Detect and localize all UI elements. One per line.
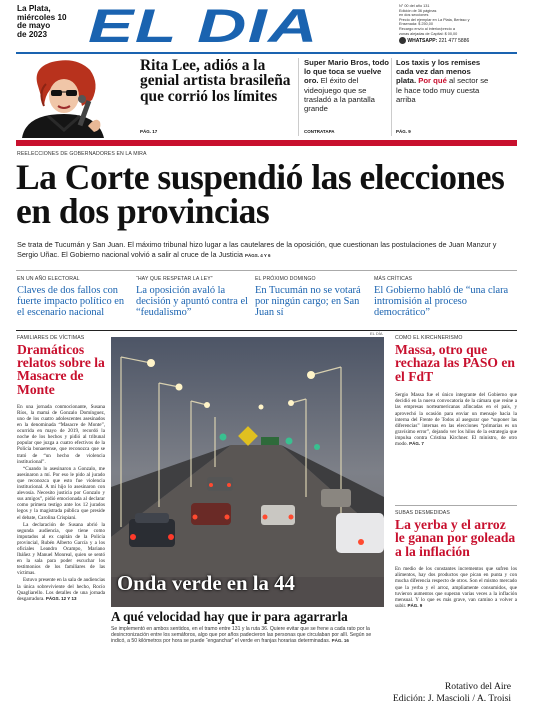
photo-caption-text: Se implementó en ambos sentidos, en el tramo entre 131 y la ruta 36. Quiere evitar que se frene a cada rato por la desincronización entre los semáforos, algo que por años padecieron las personas que circulaban por allí. Según se indicó, a 50 kilómetros por hora se puede “enganchar” el verde en franjas horarias determinadas. (111, 626, 372, 645)
teaser-rita-page: PÁG. 17 (140, 129, 158, 134)
right2-page: PÁG. 9 (407, 602, 423, 608)
logo: EL DIA (88, 4, 319, 48)
teaser-taxis-red: Por qué (418, 76, 447, 86)
left-body-4 (17, 577, 105, 601)
related-2 (136, 276, 251, 319)
left-body-2: “Cuando lo asesinaron a Gonzalo, me asesinaron a mí. Por eso le pido al jurado que reconozca que esto fue violencia institucional. A mí hijo lo asesinaron con alevosía. Necesito justicia por Gonzalo y sus amigos”, pidió emocionada al declarar como primera testigo ante los 12 jurados legos y la magistrada pública que preside el debate, Carolina Crispiani. (17, 465, 105, 521)
photo-page: PÁG. 16 (331, 638, 349, 644)
left-page: PÁGS. 12 Y 13 (45, 595, 77, 601)
related-3-text: En Tucumán no se votará por ningún cargo; en San Juan sí (255, 285, 361, 319)
photo-overlay-title: Onda verde en la 44 (117, 572, 295, 595)
related-2-text: La oposición avaló la decisión y apuntó contra el “feudalismo” (136, 285, 248, 319)
left-body-3: La declaración de Susana abrió la segunda audiencia, que tiene como imputados al ex capitán de la Policía provincial, Rubén Alberto García y a los oficiales Leandro Ocampo, Mariano Ibáñez y Manuel Monreal, quien se sentó en la sala para poder escuchar los testimonios de los familiares de las víctimas. (17, 521, 105, 577)
teaser-taxis-bold: Los taxis y los remises cada vez dan menos plata. (396, 58, 481, 86)
related-top-rule (16, 270, 517, 271)
rita-lee-photo (18, 56, 138, 138)
teaser-mario-page: CONTRATAPA (304, 129, 335, 134)
teaser-mario-rest: El éxito del videojuego que se trasladó a la pantalla grande (304, 76, 375, 114)
teaser-taxis-page: PÁG. 9 (396, 129, 411, 134)
right1-kicker: COMO EL KIRCHNERISMO (395, 335, 463, 341)
left-kicker: FAMILIARES DE VÍCTIMAS (17, 335, 85, 341)
right1-body (395, 392, 517, 447)
lead-deck (17, 240, 517, 260)
lead-page: PÁGS. 4 Y 6 (244, 252, 271, 258)
masthead-info: N° 00 del año 131 Edición de 36 páginas en dos secciones Precio del ejemplar en La Plata, Berisso y Ensenada: $ 250,00 Recargo envío al interior/precio a zonas alejadas de Capital: $ 00,00 (399, 4, 470, 36)
whatsapp-label: WHATSAPP: (407, 38, 438, 44)
teaser-rita-headline: Rita Lee, adiós a la genial artista brasileña que corrió los límites (140, 57, 291, 105)
lead-deck-text: Se trata de Tucumán y San Juan. El máximo tribunal hizo lugar a las cautelares de la oposición, que cuestionan las postulaciones de Juan Manzur y Sergio Uñac. El Gobierno nacional volvió a salir al cruce de la Justicia (17, 240, 497, 259)
credits (393, 681, 511, 705)
masthead-rule (16, 52, 517, 54)
left-headline: Dramáticos relatos sobre la Masacre de Monte (17, 342, 105, 397)
teaser-taxis-rest: al sector se le hace todo muy cuesta arriba (396, 76, 489, 104)
teaser-divider-1 (298, 58, 299, 136)
related-2-kicker: “HAY QUE RESPETAR LA LEY” (136, 276, 213, 282)
right1-body-text: Sergio Massa fue el único integrante del Gobierno que decidió en la nueva convocatoria de la cámara que reúne a las empresas norteamericanas afincadas en el país, y aprovechó la ocasión para enviar un mensaje hacia la interna del Frente de Todos al asegurar que “suponer las diferencias” internas en las elecciones “primarias es un gravísimo error”, dejando ver los hilos de la estrategia que impulsa contra Cristina Kirchner. El ministro, de otro modo. (395, 392, 517, 447)
photo-credit: EL DÍA (370, 331, 383, 336)
right2-body-text: En medio de los constantes incrementos que sufren los alimentos, hay dos productos que pican en punta y con mucha diferencia respecto de otros. Son el mismo mercado que la yerba y el arroz, ampliamente consumidos, que tuvieron aumentos que superan varias veces a la inflación mensual. Y lo que es más grave, van camino a volver a subir. (395, 566, 517, 609)
related-1 (17, 276, 132, 319)
related-4-kicker: MÁS CRÍTICAS (374, 276, 413, 282)
teaser-divider-2 (391, 58, 392, 136)
related-1-text: Claves de dos fallos con fuerte impacto político en el escenario nacional (17, 285, 125, 319)
photo-headline: A qué velocidad hay que ir para agarrarla (111, 609, 348, 624)
left-story (17, 335, 105, 602)
related-4-text: El Gobierno habló de “una clara intromisión al proceso democrático” (374, 285, 509, 319)
lead-kicker: REELECCIONES DE GOBERNADORES EN LA MIRA (17, 151, 147, 157)
teaser-taxis-text (396, 58, 490, 104)
related-bottom-rule (16, 330, 517, 331)
whatsapp-number: 221 477 5886 (438, 38, 470, 44)
right1-page: PÁG. 7 (409, 440, 424, 446)
teaser-mario-text (304, 58, 392, 113)
right2-headline: La yerba y el arroz le ganan por goleada a la inflación (395, 517, 516, 559)
traffic-photo (111, 337, 384, 607)
right1-headline: Massa, otro que rechaza las PASO en el FdT (395, 342, 515, 384)
left-body-4-text: Estuvo presente en la sala de audiencias la única sobreviviente del hecho, Rocío Quagliarello. Los detalles de una jornada desgarradora. (17, 577, 105, 602)
masthead-date: La Plata, miércoles 10 de mayo de 2023 (17, 4, 67, 39)
right2-body (395, 566, 517, 609)
right-story-1 (395, 335, 517, 447)
whatsapp-line (399, 37, 469, 44)
related-1-kicker: EN UN AÑO ELECTORAL (17, 276, 80, 282)
teaser-rule (16, 140, 517, 146)
related-4 (374, 276, 517, 319)
left-body-1: En una jornada conmocionante, Susana Ríos, la mamá de Gonzalo Domínguez, uno de los cuatro adolescentes asesinados en la denominada “Masacre de Monte”, ocurrida en mayo de 2019, recordó la noche de los hechos y pidió al tribunal popular que juzga a cuatro efectivos de la Policía bonaerense, que reconozca que se trató de “un hecho de violencia institucional”. (17, 403, 105, 465)
related-3 (255, 276, 367, 319)
lead-headline: La Corte suspendió las elecciones en dos provincias (16, 157, 505, 231)
right-story-2 (395, 510, 517, 609)
right-divider (395, 505, 517, 506)
credits-line-2: Edición: J. Mascioli / A. Troisi (392, 693, 511, 704)
credits-line-1: Rotativo del Aire (444, 681, 511, 692)
teaser-mario-bold: Super Mario Bros, todo lo que toca se vuelve oro. (304, 58, 389, 86)
related-3-kicker: EL PRÓXIMO DOMINGO (255, 276, 316, 282)
photo-caption (111, 626, 386, 645)
right2-kicker: SUBAS DESMEDIDAS (395, 510, 450, 516)
whatsapp-icon (399, 37, 406, 44)
